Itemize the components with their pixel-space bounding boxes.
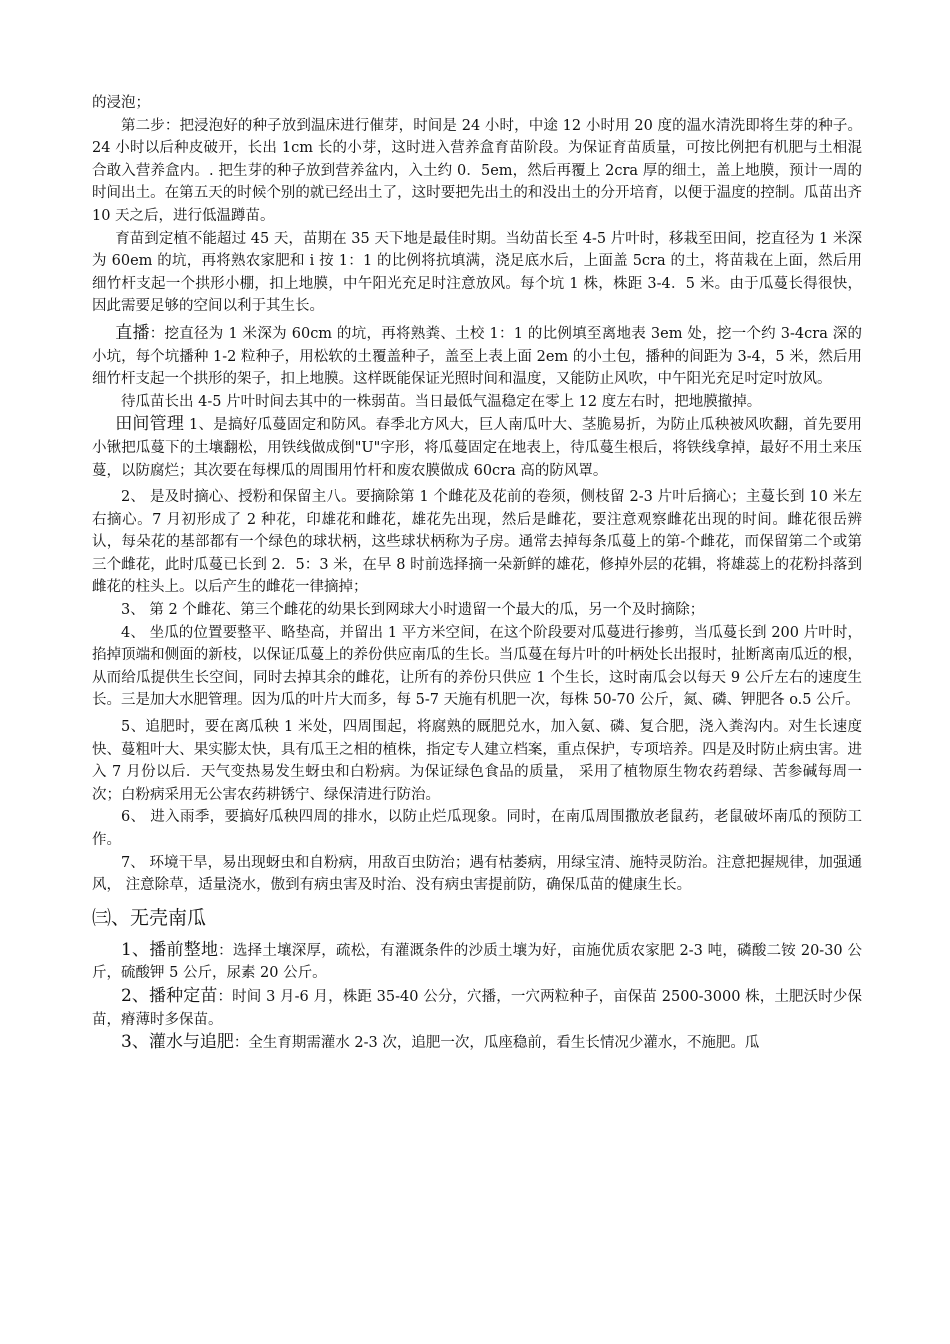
paragraph-item-4: 4、 坐瓜的位置要整平、略垫高，并留出 1 平方米空间，在这个阶段要对瓜蔓进行掺剪，当瓜蔓长到 200 片叶时，掐掉顶端和侧面的新枝，以保证瓜蔓上的养份供应南瓜的生长。当瓜蔓在每片叶的叶柄处长出报时，扯断离南瓜近的根，从而给瓜提供生长空间，同时去掉其余的雌花，让所有的养份只供应 1 个生长，这时南瓜会以每天 9 公斤左右的速度生长。三是加大水肥管理。因为瓜的叶片大而多，每 5-7 天施有机肥一次，每株 50-70 公斤，氮、磷、钾肥各 o.5 公斤。 xyxy=(92,624,862,709)
sowing-lead: 2、播种定苗 xyxy=(121,985,218,1006)
section-heading: ㈢、无壳南瓜 xyxy=(92,906,207,929)
paragraph-item-2: 2、 是及时摘心、授粉和保留主八。要摘除第 1 个雌花及花前的卷须，侧枝留 2-3 片叶后摘心；主蔓长到 10 米左右摘心。7 月初形成了 2 种花，印雄花和雌花，雄花先出现，然后是雌花，要注意观察雌花出现的时间。雌花很岳辨认，每朵花的基部都有一个绿色的球状柄，这些球状柄称为子房。通常去掉每条瓜蔓上的第-个雌花，而保留第二个或第三个雌花，此时瓜蔓已长到 2．5：3 米，在早 8 时前选择摘一朵新鲜的雄花，修掉外层的花辑，将雄蕊上的花粉抖落到雌花的柱头上。以后产生的雌花一律摘掉； xyxy=(92,489,862,596)
paragraph-transplant: 育苗到定植不能超过 45 天，苗期在 35 天下地是最佳时期。当幼苗长至 4-5 片叶时，移栽至田间，挖直径为 1 米深为 60em 的坑，再将熟农家肥和 i 按 1：1 的比例将抗填满，浇足底水后，上面盖 5cra 的土，将苗栽在上面，然后用细竹杆支起一个拱形小棚，扣上地膜，中午阳光充足时注意放风。每个坑 1 株，株距 3-4．5 米。由于瓜蔓长得很快，因此需要足够的空间以利于其生长。 xyxy=(92,230,862,315)
field-management-lead: 田间管理 xyxy=(115,414,185,435)
paragraph-field-management xyxy=(92,413,862,482)
paragraph-thinning: 待瓜苗长出 4-5 片叶时间去其中的一株弱苗。当日最低气温稳定在零上 12 度左右时，把地膜撤掉。 xyxy=(121,393,762,410)
paragraph-item-5: 5、追肥时，要在离瓜秧 1 米处，四周围起，将腐熟的厩肥兑水，加入氨、磷、复合肥，浇入粪沟内。对生长速度快、蔓粗叶大、果实膨太快，具有瓜王之相的植株，指定专人建立档案，重点保护，专项培养。四是及时防止病虫害。进入 7 月份以后．天气变热易发生蚜虫和白粉病。为保证绿色食品的质量， 采用了植物原生物农药碧绿、苦参碱每周一次；白粉病采用无公害农药耕锈宁、绿保清进行防治。 xyxy=(92,719,862,803)
soil-prep-lead: 1、播前整地 xyxy=(121,939,219,960)
field-management-body: 1、是搞好瓜蔓固定和防风。春季北方风大，巨人南瓜叶大、茎脆易折，为防止瓜秧被风吹翻，首先要用小锹把瓜蔓下的土壤翻松，用铁线做成倒"U"字形，将瓜蔓固定在地表上，待瓜蔓生根后，将铁线拿掉，最好不用土来压蔓，以防腐烂；其次要在每棵瓜的周围用竹杆和废农膜做成 60cra 高的防风罩。 xyxy=(92,417,862,479)
paragraph-soil-prep xyxy=(92,939,862,985)
direct-sowing-lead: 直播 xyxy=(115,322,150,343)
irrigation-lead: 3、灌水与追肥 xyxy=(121,1032,234,1053)
paragraph-item-6: 6、 进入雨季，要搞好瓜秧四周的排水，以防止烂瓜现象。同时，在南瓜周围撒放老鼠药，老鼠破坏南瓜的预防工作。 xyxy=(92,809,862,848)
paragraph-sowing xyxy=(92,985,862,1031)
paragraph-item-7: 7、 环境干旱，易出现蚜虫和自粉病，用敌百虫防治；遇有枯萎病，用绿宝清、施特灵防治。注意把握规律，加强通风， 注意除草，适量浇水，傲到有病虫害及时治、没有病虫害提前防，确保瓜苗的健康生长。 xyxy=(92,854,862,894)
paragraph-direct-sowing xyxy=(92,322,862,391)
paragraph-step-two: 第二步：把浸泡好的种子放到温床进行催芽，时间是 24 小时，中途 12 小时用 20 度的温水清洗即将生芽的种子。24 小时以后种皮破开，长出 1cm 长的小芽，这时进入营养盒育苗阶段。为保证育苗质量，可按比例把有机肥与土相混合敢入营养盒内。. 把生芽的种子放到营养盆内，入土约 0．5em，然后再覆上 2cra 厚的细土，盖上地膜，预计一周的时间出土。在第五天的时候个别的就已经出土了，这时要把先出土的和没出土的分开培育，以便于温度的控制。瓜苗出齐 10 天之后，进行低温蹲苗。 xyxy=(92,117,862,224)
sowing-body: ：时间 3 月-6 月，株距 35-40 公分，穴播，一穴两粒种子，亩保苗 2500-3000 株，土肥沃时少保苗，瘠薄时多保苗。 xyxy=(92,988,862,1028)
paragraph-continuation: 的浸泡； xyxy=(92,95,150,111)
soil-prep-body: ：选择土壤深厚，疏松，有灌溉条件的沙质土壤为好，亩施优质农家肥 2-3 吨，磷酸二铵 20-30 公斤，硫酸钾 5 公斤，尿素 20 公斤。 xyxy=(92,942,862,982)
paragraph-item-3: 3、 第 2 个雌花、第三个雌花的幼果长到网球大小时遗留一个最大的瓜，另一个及时摘除； xyxy=(121,602,705,619)
direct-sowing-body: ：挖直径为 1 米深为 60cm 的坑，再将熟粪、土校 1：1 的比例填至离地表 3em 处，挖一个约 3-4cra 深的小坑，每个坑播种 1-2 粒种子，用松软的土覆盖种子，盖至上表上面 2em 的小土包，播种的间距为 3-4，5 米，然后用细竹杆支起一个拱形的架子，扣上地膜。这样既能保证光照时间和温度，又能防止风吹，中午阳光充足吋定吋放风。 xyxy=(92,325,862,388)
irrigation-body: ：全生育期需灌水 2-3 次，追肥一次，瓜座稳前，看生长情况少灌水，不施肥。瓜 xyxy=(233,1035,760,1052)
paragraph-irrigation xyxy=(92,1031,862,1055)
